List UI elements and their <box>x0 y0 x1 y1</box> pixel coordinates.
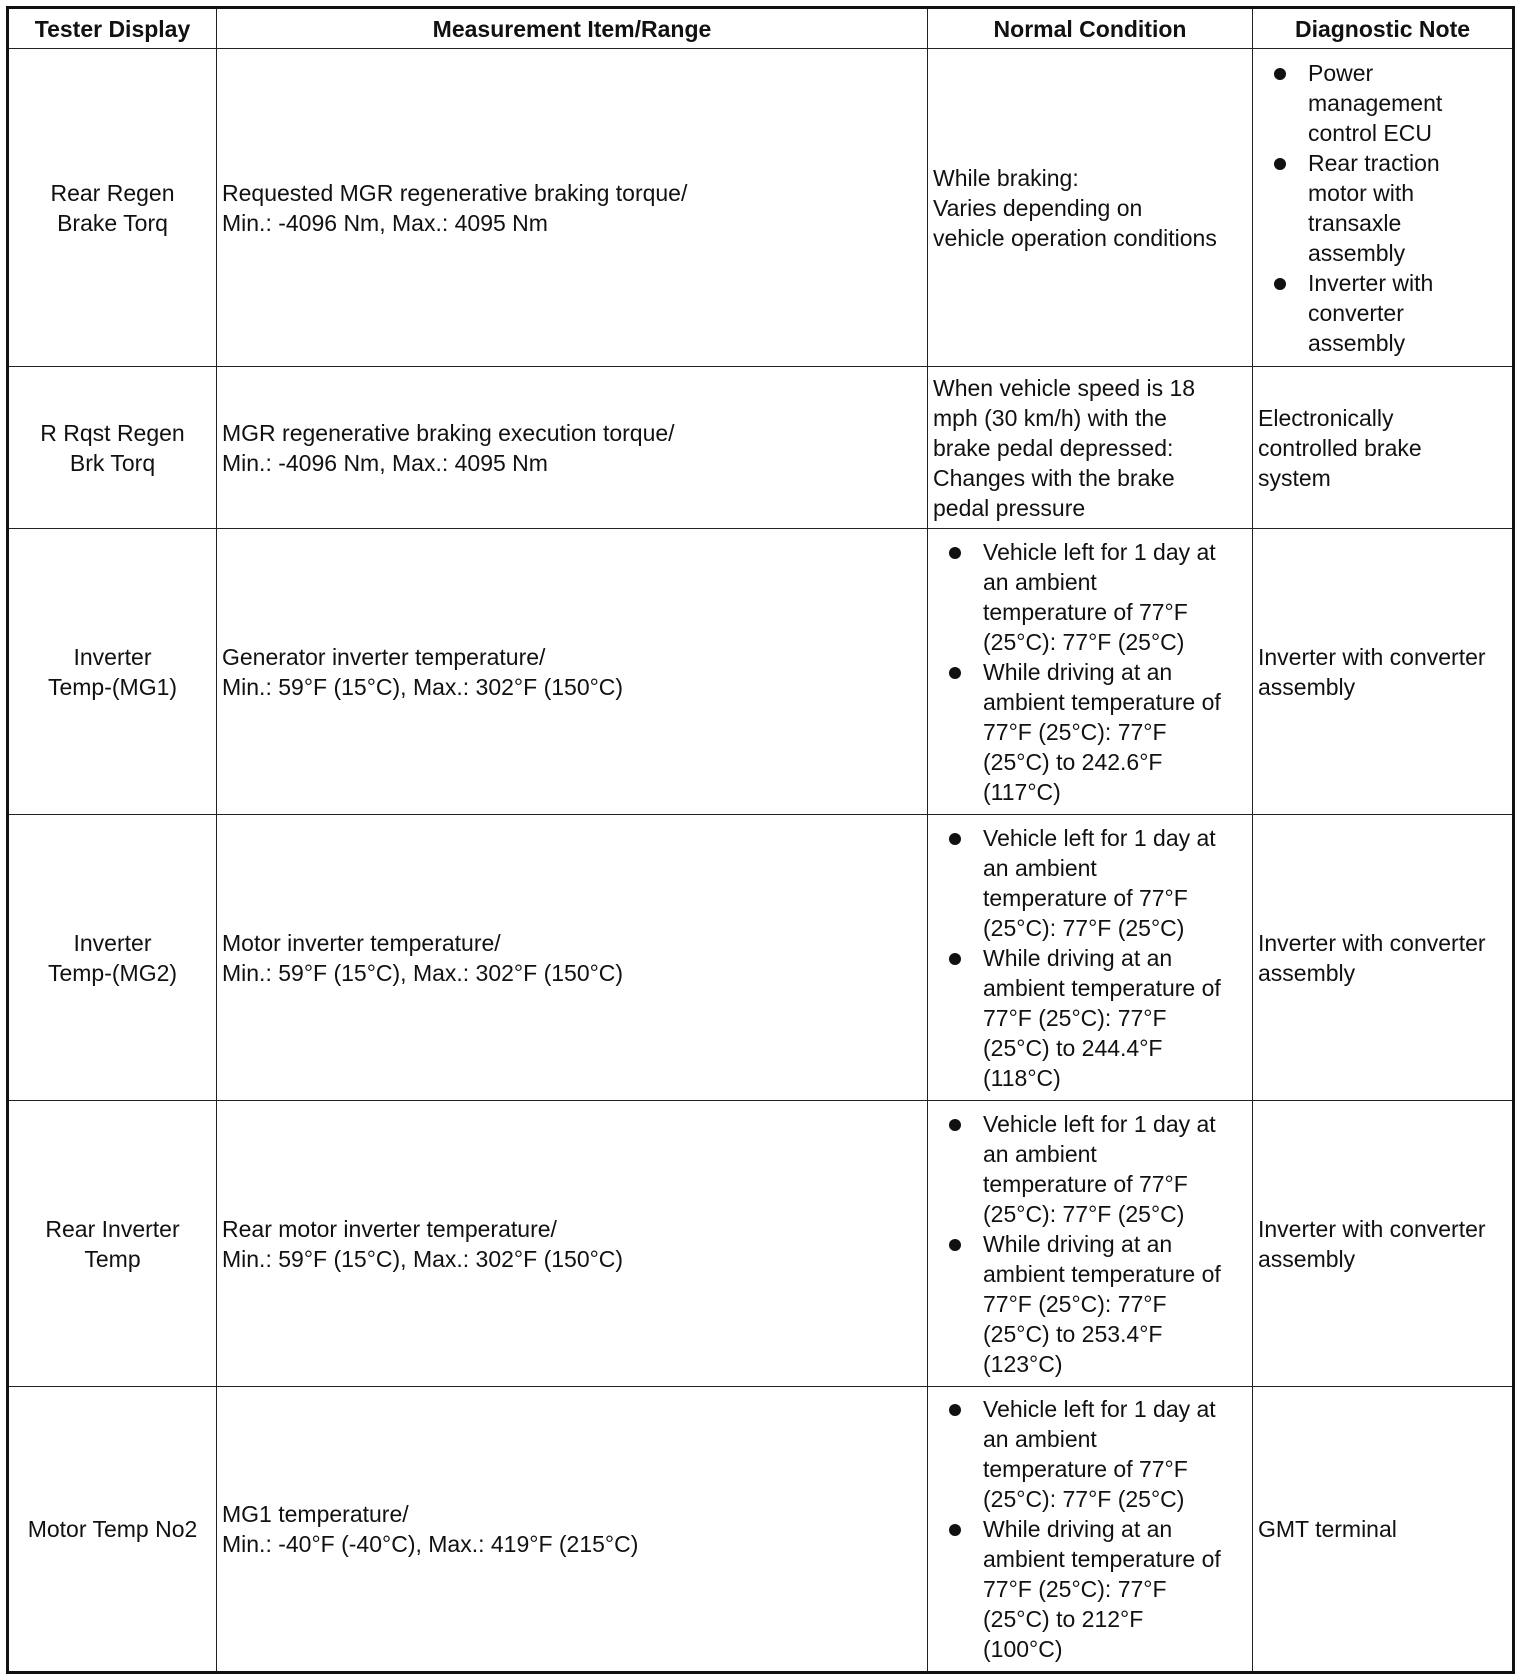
cell-text-line: Min.: -4096 Nm, Max.: 4095 Nm <box>222 449 548 476</box>
cell-text-line: Min.: -4096 Nm, Max.: 4095 Nm <box>222 209 548 236</box>
cell-diagnostic-note <box>1253 1101 1514 1387</box>
cell-text-line: (25°C) to 244.4°F <box>983 1034 1163 1061</box>
bullet-list <box>933 1109 1247 1379</box>
cell-text-line: Changes with the brake <box>933 464 1175 491</box>
cell-text-line: MG1 temperature/ <box>222 1501 409 1527</box>
cell-text-line: Inverter <box>73 929 152 956</box>
cell-text-line: ambient temperature of <box>983 974 1221 1001</box>
table-row <box>8 529 1514 815</box>
list-item <box>933 943 1247 1093</box>
cell-normal-condition <box>928 529 1253 815</box>
cell-text-line: motor with <box>1308 179 1415 206</box>
cell-text-line: 77°F (25°C): 77°F <box>983 1004 1167 1031</box>
cell-text-line: an ambient <box>983 1426 1097 1452</box>
bullet-list <box>933 823 1247 1093</box>
cell-text-line: GMT terminal <box>1258 1516 1397 1542</box>
cell-text-line: assembly <box>1258 1245 1356 1272</box>
list-item <box>933 823 1247 943</box>
cell-text-line: While driving at an <box>983 1516 1173 1542</box>
cell-text-line: control ECU <box>1308 119 1432 146</box>
list-item <box>933 1109 1247 1229</box>
data-list-table <box>6 6 1515 1674</box>
cell-text-line: Rear Regen <box>50 179 175 206</box>
cell-tester-display <box>8 49 217 367</box>
cell-diagnostic-note <box>1253 815 1514 1101</box>
cell-tester-display <box>8 367 217 529</box>
cell-text-line: While braking: <box>933 164 1079 191</box>
cell-normal-condition <box>928 815 1253 1101</box>
cell-tester-display <box>8 529 217 815</box>
cell-text-line: Brake Torq <box>57 209 168 236</box>
cell-diagnostic-note <box>1253 1387 1514 1673</box>
cell-text-line: Inverter with converter <box>1258 1215 1486 1242</box>
cell-tester-display <box>8 1101 217 1387</box>
cell-text-line: ambient temperature of <box>983 688 1221 715</box>
cell-text-line: assembly <box>1258 959 1356 986</box>
cell-text-line: 77°F (25°C): 77°F <box>983 1290 1167 1317</box>
cell-text-line: system <box>1258 464 1331 491</box>
cell-text-line: Inverter with converter <box>1258 929 1486 956</box>
cell-text-line: assembly <box>1308 329 1406 356</box>
cell-measurement <box>217 529 928 815</box>
cell-measurement <box>217 815 928 1101</box>
cell-measurement <box>217 367 928 529</box>
cell-text-line: assembly <box>1308 239 1406 266</box>
cell-text-line: management <box>1308 89 1443 116</box>
list-item <box>933 537 1247 657</box>
cell-text-line: (118°C) <box>983 1064 1061 1091</box>
cell-text-line: 77°F (25°C): 77°F <box>983 1576 1167 1602</box>
bullet-list <box>1258 58 1507 358</box>
cell-text-line: (25°C): 77°F (25°C) <box>983 1200 1185 1227</box>
cell-text-line: While driving at an <box>983 658 1173 685</box>
cell-text-line: Vehicle left for 1 day at <box>983 824 1216 851</box>
cell-text-line: Inverter <box>73 643 152 670</box>
cell-text-line: (25°C): 77°F (25°C) <box>983 1486 1185 1512</box>
cell-text-line: When vehicle speed is 18 <box>933 374 1196 401</box>
cell-text-line: an ambient <box>983 568 1097 595</box>
cell-text-line: assembly <box>1258 673 1356 700</box>
cell-text-line: Rear traction <box>1308 149 1440 176</box>
header-diagnostic-note: Diagnostic Note <box>1253 8 1514 49</box>
cell-text-line: ambient temperature of <box>983 1546 1221 1572</box>
cell-text-line: 77°F (25°C): 77°F <box>983 718 1167 745</box>
cell-text-line: Power <box>1308 59 1374 86</box>
cell-text-line: (25°C) to 212°F <box>983 1606 1144 1632</box>
cell-text-line: (25°C): 77°F (25°C) <box>983 914 1185 941</box>
cell-diagnostic-note <box>1253 49 1514 367</box>
cell-text-line: temperature of 77°F <box>983 598 1188 625</box>
cell-text-line: Temp-(MG2) <box>47 959 178 986</box>
cell-text-line: transaxle <box>1308 209 1402 236</box>
table-row <box>8 49 1514 367</box>
table-row <box>8 815 1514 1101</box>
cell-text-line: Motor inverter temperature/ <box>222 929 501 956</box>
list-item <box>933 1229 1247 1379</box>
list-item <box>1258 268 1507 358</box>
cell-text-line: (25°C): 77°F (25°C) <box>983 628 1185 655</box>
table-row <box>8 367 1514 529</box>
cell-diagnostic-note <box>1253 529 1514 815</box>
cell-text-line: Inverter with converter <box>1258 643 1486 670</box>
cell-text-line: Vehicle left for 1 day at <box>983 538 1216 565</box>
cell-normal-condition <box>928 49 1253 367</box>
cell-text-line: controlled brake <box>1258 434 1422 461</box>
bullet-list <box>933 537 1247 807</box>
cell-text-line: Generator inverter temperature/ <box>222 643 546 670</box>
bullet-list <box>933 1394 1247 1664</box>
cell-normal-condition <box>928 367 1253 529</box>
cell-text-line: Rear motor inverter temperature/ <box>222 1215 557 1242</box>
cell-text-line: Motor Temp No2 <box>27 1516 198 1542</box>
cell-text-line: (123°C) <box>983 1350 1063 1377</box>
cell-text-line: MGR regenerative braking execution torque/ <box>222 419 675 446</box>
cell-text-line: R Rqst Regen <box>40 419 185 446</box>
cell-normal-condition <box>928 1387 1253 1673</box>
cell-text-line: Min.: 59°F (15°C), Max.: 302°F (150°C) <box>222 959 624 986</box>
cell-diagnostic-note <box>1253 367 1514 529</box>
cell-text-line: an ambient <box>983 854 1097 881</box>
cell-text-line: converter <box>1308 299 1404 326</box>
cell-text-line: Varies depending on <box>933 194 1143 221</box>
cell-text-line: Min.: -40°F (-40°C), Max.: 419°F (215°C) <box>222 1531 639 1557</box>
list-item <box>933 1514 1247 1664</box>
cell-text-line: vehicle operation conditions <box>933 224 1217 251</box>
cell-text-line: Vehicle left for 1 day at <box>983 1396 1216 1422</box>
cell-text-line: While driving at an <box>983 1230 1173 1257</box>
cell-text-line: mph (30 km/h) with the <box>933 404 1167 431</box>
cell-text-line: Rear Inverter <box>45 1215 180 1242</box>
cell-text-line: temperature of 77°F <box>983 1170 1188 1197</box>
list-item <box>1258 148 1507 268</box>
cell-text-line: (117°C) <box>983 778 1061 805</box>
cell-text-line: Vehicle left for 1 day at <box>983 1110 1216 1137</box>
cell-text-line: Brk Torq <box>69 449 156 476</box>
cell-text-line: ambient temperature of <box>983 1260 1221 1287</box>
cell-text-line: Requested MGR regenerative braking torque/ <box>222 179 688 206</box>
cell-text-line: pedal pressure <box>933 494 1086 521</box>
cell-text-line: Min.: 59°F (15°C), Max.: 302°F (150°C) <box>222 1245 624 1272</box>
table-row <box>8 1387 1514 1673</box>
header-measurement-item: Measurement Item/Range <box>217 8 928 49</box>
header-tester-display: Tester Display <box>8 8 217 49</box>
cell-text-line: temperature of 77°F <box>983 1456 1188 1482</box>
cell-text-line: (25°C) to 242.6°F <box>983 748 1163 775</box>
cell-text-line: (100°C) <box>983 1636 1063 1662</box>
cell-text-line: temperature of 77°F <box>983 884 1188 911</box>
cell-text-line: Min.: 59°F (15°C), Max.: 302°F (150°C) <box>222 673 624 700</box>
cell-text-line: an ambient <box>983 1140 1097 1167</box>
cell-text-line: While driving at an <box>983 944 1173 971</box>
cell-text-line: Temp <box>84 1245 141 1272</box>
list-item <box>933 657 1247 807</box>
cell-tester-display <box>8 815 217 1101</box>
cell-text-line: (25°C) to 253.4°F <box>983 1320 1163 1347</box>
list-item <box>1258 58 1507 148</box>
list-item <box>933 1394 1247 1514</box>
cell-tester-display <box>8 1387 217 1673</box>
cell-text-line: Inverter with <box>1308 269 1434 296</box>
cell-measurement <box>217 1387 928 1673</box>
cell-text-line: brake pedal depressed: <box>933 434 1174 461</box>
cell-text-line: Electronically <box>1258 404 1394 431</box>
data-list-table-wrapper <box>6 6 1515 1674</box>
table-header-row <box>8 8 1514 49</box>
table-row <box>8 1101 1514 1387</box>
cell-measurement <box>217 49 928 367</box>
cell-normal-condition <box>928 1101 1253 1387</box>
header-normal-condition: Normal Condition <box>928 8 1253 49</box>
cell-text-line: Temp-(MG1) <box>47 673 178 700</box>
cell-measurement <box>217 1101 928 1387</box>
